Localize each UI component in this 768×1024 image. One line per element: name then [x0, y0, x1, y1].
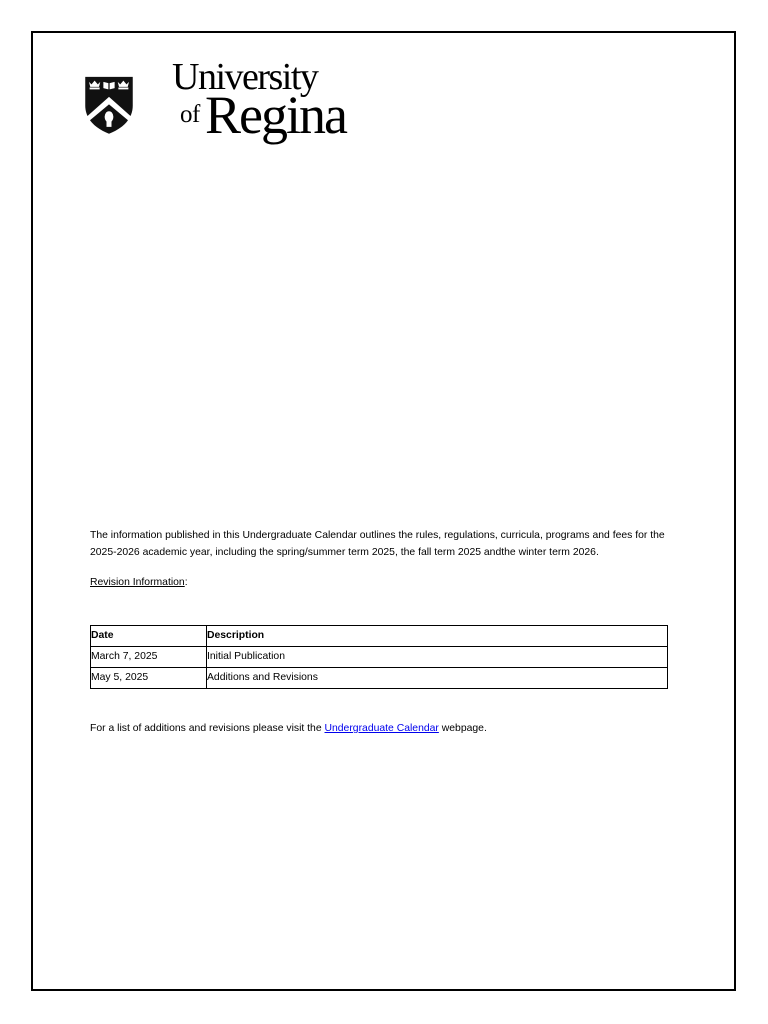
table-row [91, 668, 668, 689]
revision-date: March 7, 2025 [91, 647, 207, 668]
closing-text-after: webpage. [438, 723, 487, 734]
logo-regina-text: Regina [205, 85, 346, 145]
logo-university-text: University [172, 56, 318, 98]
column-header-description: Description [207, 626, 668, 647]
document-body [90, 528, 680, 592]
intro-paragraph: The information published in this Undergraduate Calendar outlines the rules, regulations, curricula, programs and fees for the 2025-2026 academic year, including the spring/summer term 2025, the fall term 2025 andthe winter term 2026. [90, 530, 665, 558]
logo-wordmark [172, 58, 372, 154]
logo-of-text: of [180, 101, 200, 128]
closing-sentence [90, 721, 487, 737]
crest-icon [84, 58, 134, 152]
revision-information-colon: : [184, 577, 188, 588]
revisions-table [90, 625, 668, 689]
column-header-date: Date [91, 626, 207, 647]
revision-description: Additions and Revisions [207, 668, 668, 689]
revision-date: May 5, 2025 [91, 668, 207, 689]
closing-text-before: For a list of additions and revisions please visit the [90, 723, 325, 734]
revision-information-label [90, 575, 680, 592]
page-border [31, 31, 736, 991]
table-row [91, 647, 668, 668]
undergraduate-calendar-link[interactable]: Undergraduate Calendar [324, 723, 439, 734]
revision-description: Initial Publication [207, 647, 668, 668]
revision-information-heading: Revision Information [90, 577, 185, 588]
table-header-row [91, 626, 668, 647]
university-logo [84, 58, 374, 154]
